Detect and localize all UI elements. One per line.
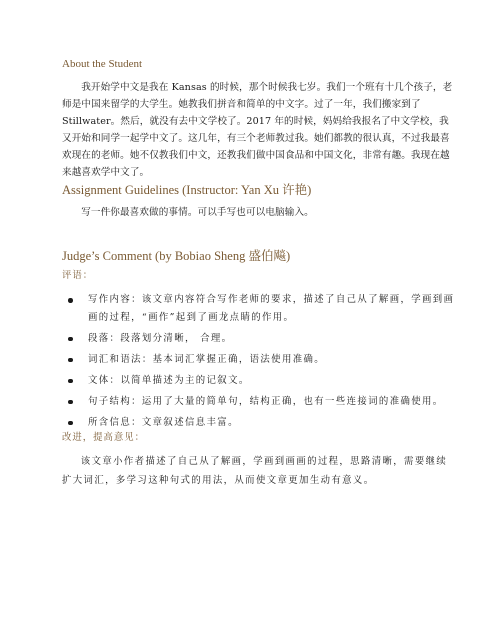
- list-item: [62, 351, 462, 369]
- improvement-paragraph: 该文章小作者描述了自己从了解画，学画到画画的过程，思路清晰，需要继续扩大词汇，多学习这种句式的用法，从而使文章更加生动有意义。: [62, 456, 448, 486]
- improvement-label: 改进，提高意见：: [62, 432, 146, 443]
- list-item-text: 文体：以简单描述为主的记叙文。: [88, 374, 250, 386]
- about-student-heading: About the Student: [62, 58, 143, 70]
- bullet-icon: [68, 358, 73, 363]
- bullet-icon: [68, 379, 73, 384]
- list-item-text: 所含信息：文章叙述信息丰富。: [88, 416, 239, 428]
- list-item: [62, 291, 462, 326]
- student-paragraph: 我开始学中文是我在 Kansas 的时候，那个时候我七岁。我们一个班有十几个孩子，老师是中国来留学的大学生。她教我们拼音和简单的中文字。过了一年，我们搬家到了Stillwater。然后，就没有去中文学校了。2017 年的时候，妈妈给我报名了中文学校，我又开始和同学一起学中文了。这几年，有三个老师教过我。她们都教的很认真，不过我最喜欢现在的老师。她不仅教我们中文，还教我们做中国食品和中国文化，非常有趣。我现在越来越喜欢学中文了。: [62, 82, 453, 178]
- list-item-text: 词汇和语法：基本词汇掌握正确，语法使用准确。: [88, 353, 326, 365]
- comment-label: 评语：: [62, 270, 94, 281]
- bullet-icon: [68, 298, 73, 303]
- list-item: [62, 330, 462, 348]
- comment-points-list: [62, 291, 462, 435]
- assignment-paragraph: 写一件你最喜欢做的事情。可以手写也可以电脑输入。: [81, 207, 314, 218]
- bullet-icon: [68, 400, 73, 405]
- list-item: [62, 372, 462, 390]
- list-item-text: 写作内容：该文章内容符合写作老师的要求，描述了自己从了解画，学画到画画的过程，“画作”起到了画龙点睛的作用。: [88, 294, 455, 323]
- bullet-icon: [68, 421, 73, 426]
- judge-comment-heading: Judge’s Comment (by Bobiao Sheng 盛伯飚): [62, 249, 291, 263]
- list-item: [62, 393, 462, 411]
- list-item-text: 句子结构：运用了大量的简单句，结构正确，也有一些连接词的准确使用。: [88, 395, 444, 407]
- list-item-text: 段落：段落划分清晰， 合理。: [88, 332, 233, 344]
- assignment-guidelines-heading: Assignment Guidelines (Instructor: Yan Xu 许艳): [62, 183, 312, 197]
- bullet-icon: [68, 337, 73, 342]
